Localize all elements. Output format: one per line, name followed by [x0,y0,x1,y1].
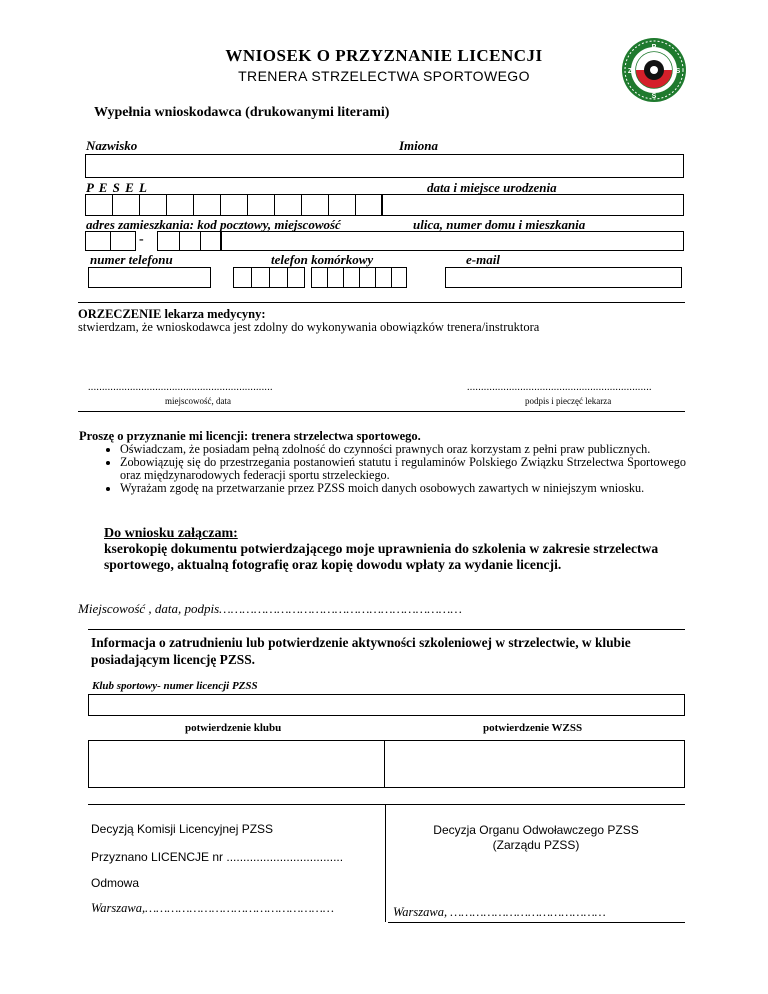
pesel-label: P E S E L [86,180,148,195]
divider [388,922,685,923]
warsaw-date-right: Warszawa, …………………………………… [393,905,606,919]
phone-field[interactable] [88,267,211,288]
attachments-text: kserokopię dokumentu potwierdzającego moje uprawnienia do szkolenia w zakresie strzelectwa sportowego, aktualną fotografię oraz kopię dowodu wpłaty za wydanie licencji. [104,541,659,572]
mobile-cells-2[interactable] [311,267,407,288]
page-title: WNIOSEK O PRZYZNANIE LICENCJI [225,46,543,65]
dots-doctor-sign: .................................................................. [467,382,652,393]
divider [88,629,685,630]
logo-letter: Z [627,68,633,75]
wzss-confirm-field[interactable] [384,740,685,788]
logo-letter: S [651,93,657,100]
phone-label: numer telefonu [90,252,173,267]
street-label: ulica, numer domu i mieszkania [413,217,586,232]
divider [78,411,685,412]
surname-label: Nazwisko [86,138,138,153]
postal-dash: - [139,232,144,247]
appeal-decision [386,823,686,853]
email-label: e-mail [466,252,500,267]
names-label: Imiona [399,138,439,153]
wzss-confirm-label: potwierdzenie WZSS [483,722,583,734]
caption-place-date: miejscowość, data [165,396,231,406]
club-confirm-label: potwierdzenie klubu [185,722,282,734]
employment-heading: Informacja o zatrudnieniu lub potwierdzenie aktywności szkoleniowej w strzelectwie, w klubie posiadającym licencję PZSS. [91,635,631,667]
street-field[interactable] [221,231,684,251]
surname-names-field[interactable] [85,154,684,178]
warsaw-date-left: Warszawa,…………………………………………… [91,901,335,915]
caption-doctor-sign: podpis i pieczęć lekarza [525,396,612,406]
medical-statement: stwierdzam, że wnioskodawca jest zdolny do wykonywania obowiązków trenera/instruktora [78,320,540,334]
appeal-line-2: (Zarządu PZSS) [492,838,580,852]
dots-place-date: .................................................................. [88,382,273,393]
logo-letter: P [651,44,657,51]
statement-item: • Oświadczam, że posiadam pełną zdolność do czynności prawnych oraz korzystam z pełni praw publicznych. [120,443,686,456]
club-license-field[interactable] [88,694,685,716]
request-heading: Proszę o przyznanie mi licencji: trenera strzelectwa sportowego. [79,429,421,443]
pesel-cells[interactable] [85,194,382,216]
commission-decision: Decyzją Komisji Licencyjnej PZSS [91,822,274,836]
medical-heading: ORZECZENIE lekarza medycyny: [78,307,266,321]
statement-item: • Zobowiązuję się do przestrzegania postanowień statutu i regulaminów Polskiego Związku Strzelectwa Sportowego oraz międzynarodowych federacji sportu strzeleckiego. [120,456,686,482]
club-label: Klub sportowy- numer licencji PZSS [92,680,258,692]
email-field[interactable] [445,267,682,288]
license-granted: Przyznano LICENCJE nr ................................... [91,850,344,864]
divider [88,804,685,805]
logo-letter: S [675,68,681,75]
divider [78,302,685,303]
license-refused: Odmowa [91,876,140,890]
statement-item: • Wyrażam zgodę na przetwarzanie przez PZSS moich danych osobowych zawartych w niniejszym wniosku. [120,482,686,495]
applicant-heading: Wypełnia wnioskodawca (drukowanymi literami) [94,105,390,120]
signature-line: Miejscowość , data, podpis……………………………………………………… [78,601,462,616]
appeal-line-1: Decyzja Organu Odwoławczego PZSS [433,823,639,837]
club-confirm-field[interactable] [88,740,385,788]
address-label: adres zamieszkania: kod pocztowy, miejscowość [86,217,341,232]
page-subtitle: TRENERA STRZELECTWA SPORTOWEGO [238,68,530,84]
pzss-logo [621,37,687,103]
postal-code-cells[interactable] [85,231,221,251]
vertical-divider [385,804,386,922]
attachments-heading: Do wniosku załączam: [104,526,238,541]
birth-label: data i miejsce urodzenia [427,180,557,195]
mobile-label: telefon komórkowy [271,252,374,267]
birth-field[interactable] [382,194,684,216]
